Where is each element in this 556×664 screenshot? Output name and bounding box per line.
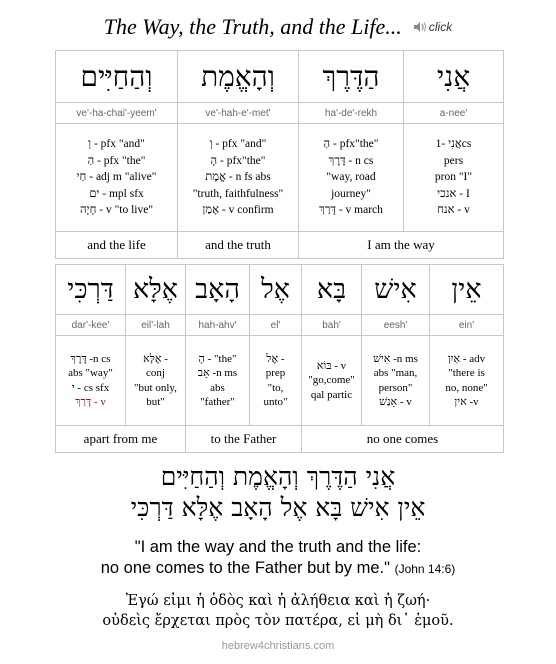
hebrew-word: אֶלָּא	[126, 265, 186, 315]
parsing-line: "way, road	[326, 171, 376, 184]
parsing-line: וְ - pfx "and"	[88, 138, 145, 151]
parsing-cell	[186, 336, 250, 426]
parsing-line: אין -v	[454, 396, 479, 408]
parsing-line: הָ - pfx"the"	[210, 154, 266, 167]
parsing-line: אֲנִי -1cs	[435, 138, 472, 151]
hebrew-word: אֶל	[250, 265, 302, 315]
parsing-line: הַ - pfx "the"	[87, 154, 146, 167]
parsing-line: abs "man,	[373, 367, 418, 379]
parsing-line: אנכי - I	[437, 187, 470, 200]
audio-button[interactable]	[413, 20, 452, 34]
parsing-line: אַיִן - adv	[447, 352, 486, 365]
translation: to the Father	[186, 426, 302, 453]
speaker-icon	[413, 21, 427, 33]
parsing-line: pron "I"	[434, 171, 473, 184]
parsing-line: דָּרַךְ - v	[75, 396, 106, 408]
english-verse-line-2	[0, 558, 556, 580]
parsing-line: אָב -n ms	[197, 367, 238, 379]
translation: I am the way	[299, 232, 504, 259]
parsing-line: אָמַן - v confirm	[202, 204, 274, 217]
transliteration: el'	[250, 315, 302, 336]
parsing-line: pers	[443, 154, 464, 167]
parsing-line: אֱמֶת - n fs abs	[205, 171, 271, 184]
hebrew-word: דַּרְכִּי	[56, 265, 126, 315]
parsing-line: journey"	[331, 187, 371, 200]
hebrew-word: אֲנִי	[404, 51, 504, 103]
parsing-line: "truth, faithfulness"	[192, 187, 284, 200]
parsing-line: unto"	[263, 396, 288, 408]
translation: no one comes	[302, 426, 504, 453]
parsing-line: no, none"	[445, 381, 488, 394]
transliteration: a-nee'	[404, 103, 504, 124]
hebrew-verse-line-1: אֲנִי הַדֶּרֶךְ וְהָאֱמֶת וְהַחַיִּים	[160, 462, 396, 491]
parsing-line: חַי - adj m "alive"	[76, 171, 157, 184]
parsing-cell	[302, 336, 362, 426]
parsing-line: אָנַשׁ - v	[379, 396, 412, 408]
parsing-line: אֶל -	[266, 352, 285, 365]
transliteration: bah'	[302, 315, 362, 336]
site-footer[interactable]: hebrew4christians.com	[221, 640, 335, 652]
hebrew-word: הַדֶּרֶךְ	[299, 51, 404, 103]
translation: apart from me	[56, 426, 186, 453]
parsing-line: הַ - pfx"the"	[323, 138, 379, 151]
parsing-line: qal partic	[310, 388, 353, 401]
parsing-cell	[126, 336, 186, 426]
parsing-line: person"	[378, 381, 413, 394]
parsing-cell	[250, 336, 302, 426]
parsing-line: conj	[146, 367, 165, 379]
greek-verse-line-2: οὐδεὶς ἔρχεται πρὸς τὸν πατέρα, εἰ μὴ δι᾽ ἐμοῦ.	[102, 613, 454, 629]
translation-row	[56, 426, 504, 453]
parsing-cell	[362, 336, 430, 426]
parsing-line: הָ - "the"	[198, 352, 237, 365]
parsing-line: "go,come"	[308, 374, 355, 387]
transliteration: ein'	[430, 315, 504, 336]
translation: and the life	[56, 232, 178, 259]
transliteration: dar'-kee'	[56, 315, 126, 336]
translation: and the truth	[178, 232, 299, 259]
parsing-cell	[56, 124, 178, 232]
parsing-line: חָיָה - v "to live"	[79, 204, 154, 217]
hebrew-verse-line-2: אֵין אִישׁ בָּא אֶל הָאָב אֶלָּא דַּרְכִּי	[130, 493, 426, 522]
parsing-line: prep	[265, 367, 286, 379]
parsing-line: but"	[146, 396, 165, 408]
parsing-cell	[56, 336, 126, 426]
transliteration: ve'-ha-chai'-yeem'	[56, 103, 178, 124]
parsing-line: "but only,	[134, 381, 177, 394]
transliteration: eesh'	[362, 315, 430, 336]
parsing-line: אִישׁ -n ms	[373, 352, 418, 365]
parsing-line: וְ - pfx "and"	[209, 138, 267, 151]
transliteration: hah-ahv'	[186, 315, 250, 336]
hebrew-word: וְהָאֱמֶת	[178, 51, 299, 103]
hebrew-word-row	[56, 265, 504, 315]
hebrew-word: אֵין	[430, 265, 504, 315]
parsing-cell	[299, 124, 404, 232]
hebrew-word: הָאָב	[186, 265, 250, 315]
verse-reference: (John 14:6)	[394, 562, 456, 576]
word-table-2	[55, 264, 504, 453]
parsing-row	[56, 336, 504, 426]
parsing-line: "there is	[448, 367, 485, 379]
parsing-cell	[430, 336, 504, 426]
parsing-line: abs "way"	[68, 367, 113, 379]
hebrew-word: בָּא	[302, 265, 362, 315]
parsing-cell	[404, 124, 504, 232]
word-table-1	[55, 50, 504, 259]
parsing-line: דֶּרֶךְ - n cs	[328, 154, 374, 167]
transliteration: ve'-hah-e'-met'	[178, 103, 299, 124]
parsing-line: דָּרַךְ - v march	[319, 204, 383, 217]
parsing-line: "to,	[267, 381, 284, 394]
hebrew-word-row	[56, 51, 504, 103]
english-verse-line-1: "I am the way and the truth and the life:	[134, 538, 422, 556]
parsing-line: "father"	[200, 396, 235, 408]
title-row	[0, 14, 556, 48]
hebrew-word: אִישׁ	[362, 265, 430, 315]
parsing-line: דֶּרֶךְ -n cs	[70, 352, 111, 365]
parsing-line: י - cs sfx	[71, 381, 110, 394]
transliteration-row	[56, 315, 504, 336]
transliteration: eil'-lah	[126, 315, 186, 336]
parsing-line: בּוֹא - v	[316, 359, 347, 372]
transliteration: ha'-de'-rekh	[299, 103, 404, 124]
parsing-line: ים - mpl sfx	[89, 187, 144, 200]
audio-label: click	[428, 20, 453, 34]
transliteration-row	[56, 103, 504, 124]
parsing-row	[56, 124, 504, 232]
hebrew-word: וְהַחַיִּים	[56, 51, 178, 103]
page-title: The Way, the Truth, and the Life...	[103, 14, 402, 39]
english-verse-text: no one comes to the Father but by me."	[100, 559, 390, 577]
parsing-line: אֶלָּא -	[143, 352, 168, 365]
translation-row	[56, 232, 504, 259]
parsing-cell	[178, 124, 299, 232]
greek-verse-line-1: Ἐγώ εἰμι ἡ ὁδὸς καὶ ἡ ἀλήθεια καὶ ἡ ζωή·	[125, 593, 431, 609]
parsing-line: אנח - v	[437, 204, 470, 217]
parsing-line: abs	[210, 381, 225, 394]
